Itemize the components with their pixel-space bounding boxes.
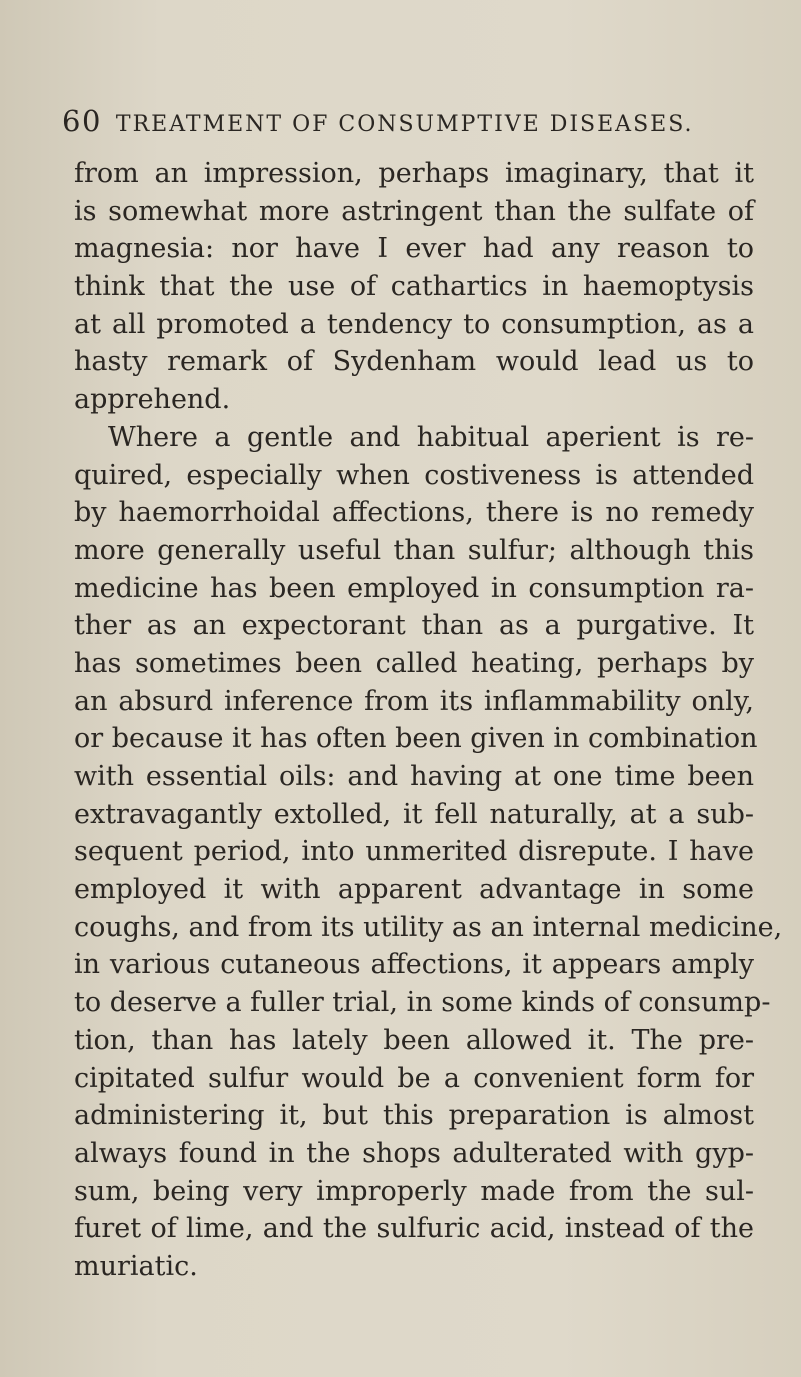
text-line: sequent period, into unmerited disrepute. I have xyxy=(74,836,754,868)
text-line: by haemorrhoidal affections, there is no remedy xyxy=(74,497,754,529)
text-line: think that the use of cathartics in haemoptysis xyxy=(74,271,754,303)
text-line: hasty remark of Sydenham would lead us to xyxy=(74,346,754,378)
text-line: coughs, and from its utility as an internal medicine, xyxy=(74,911,783,943)
running-head xyxy=(62,104,693,138)
text-line: ther as an expectorant than as a purgative. It xyxy=(74,610,754,642)
text-line: to deserve a fuller trial, in some kinds of consump- xyxy=(74,987,771,1019)
text-line: always found in the shops adulterated with gyp- xyxy=(74,1137,754,1169)
text-line: has sometimes been called heating, perhaps by xyxy=(74,647,754,679)
text-line: with essential oils: and having at one time been xyxy=(74,761,754,792)
body-text xyxy=(74,155,783,1286)
text-line: medicine has been employed in consumption ra- xyxy=(74,572,754,604)
text-line: employed it with apparent advantage in some xyxy=(74,874,754,906)
text-line: sum, being very improperly made from the sul- xyxy=(74,1175,754,1207)
running-title: TREATMENT OF CONSUMPTIVE DISEASES. xyxy=(115,112,694,137)
text-line: furet of lime, and the sulfuric acid, instead of the xyxy=(74,1213,754,1245)
text-line: at all promoted a tendency to consumption, as a xyxy=(74,308,754,340)
text-line: from an impression, perhaps imaginary, that it xyxy=(74,158,754,189)
text-line: Where a gentle and habitual aperient is re- xyxy=(108,421,754,453)
text-line: tion, than has lately been allowed it. The pre- xyxy=(74,1024,754,1056)
page-number: 60 xyxy=(62,104,102,138)
text-line: or because it has often been given in combination xyxy=(74,723,758,755)
text-line: magnesia: nor have I ever had any reason to xyxy=(74,233,754,265)
text-line: administering it, but this preparation is almost xyxy=(74,1100,754,1132)
text-line: extravagantly extolled, it fell naturally, at a sub- xyxy=(74,798,754,830)
text-line: an absurd inference from its inflammability only, xyxy=(74,685,754,717)
text-line: quired, especially when costiveness is attended xyxy=(74,459,754,491)
text-line: apprehend. xyxy=(74,384,231,416)
text-line: in various cutaneous affections, it appears amply xyxy=(74,949,754,981)
text-line: is somewhat more astringent than the sulfate of xyxy=(74,195,754,227)
text-line: muriatic. xyxy=(74,1250,198,1282)
text-line: cipitated sulfur would be a convenient form for xyxy=(74,1062,754,1094)
text-line: more generally useful than sulfur; although this xyxy=(74,534,754,566)
